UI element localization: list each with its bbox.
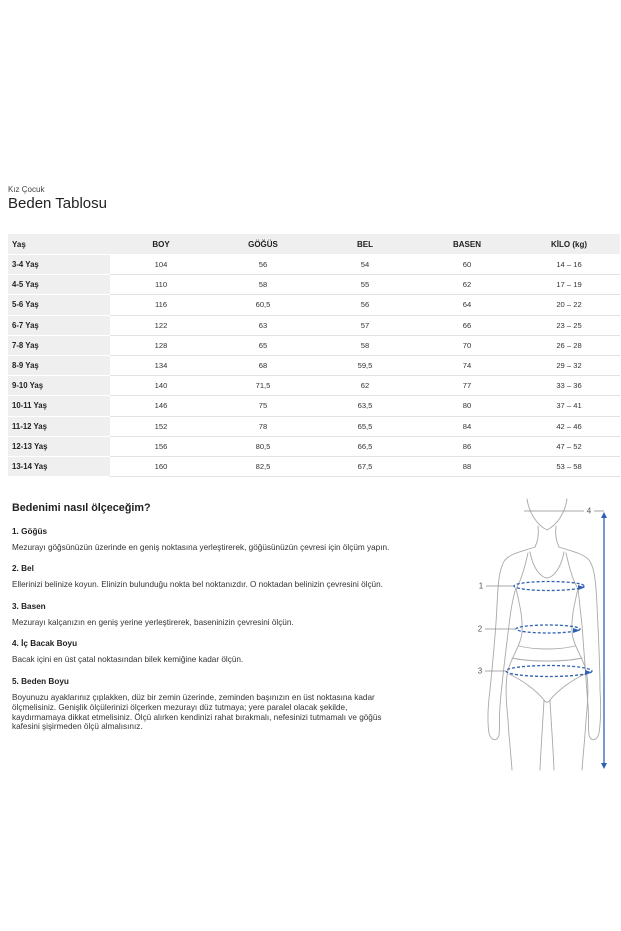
weight-cell: 37 – 41 bbox=[518, 396, 620, 416]
chest-cell: 58 bbox=[212, 275, 314, 295]
category-label: Kız Çocuk bbox=[8, 185, 45, 194]
step-text-inseam: Bacak içini en üst çatal noktasından bilek kemiğine kadar ölçün. bbox=[12, 655, 244, 665]
body-measurement-diagram bbox=[460, 495, 621, 785]
step-text-body-height: Boyunuzu ayaklarınız çıplakken, düz bir zemin üzerinde, zeminden başınızın en üst noktasına kadar ölçmelisiniz. Genişlik ölçülerinizi ölçerken mezurayı düz tutmaya; yere paralel olacak şekilde, kaydırmamaya dikkat etmelisiniz. Ölçü alırken kendinizi rahat bırakmalı, nefesinizi tutmamalı ve göğüs kafesini şişirmeden ölçü almalısınız. bbox=[12, 692, 382, 732]
height-cell: 134 bbox=[110, 356, 212, 376]
chest-cell: 63 bbox=[212, 316, 314, 336]
chest-cell: 82,5 bbox=[212, 457, 314, 477]
table-row bbox=[8, 417, 620, 437]
weight-cell: 42 – 46 bbox=[518, 417, 620, 437]
table-row bbox=[8, 275, 620, 295]
height-cell: 156 bbox=[110, 437, 212, 457]
waist-cell: 54 bbox=[314, 255, 416, 275]
hip-cell: 84 bbox=[416, 417, 518, 437]
left-inner-leg-outline bbox=[540, 700, 544, 770]
arrow-up-icon bbox=[601, 512, 607, 518]
hip-arrow-icon bbox=[585, 670, 592, 675]
chest-marker-label: 1 bbox=[478, 581, 484, 591]
height-cell: 128 bbox=[110, 336, 212, 356]
neck-right-outline bbox=[556, 526, 559, 547]
age-cell: 10-11 Yaş bbox=[8, 396, 110, 416]
hip-marker-label: 3 bbox=[477, 666, 483, 676]
column-header-weight: KİLO (kg) bbox=[518, 234, 620, 255]
hip-cell: 80 bbox=[416, 396, 518, 416]
height-cell: 140 bbox=[110, 376, 212, 396]
age-cell: 6-7 Yaş bbox=[8, 316, 110, 336]
step-heading-inseam: 4. İç Bacak Boyu bbox=[12, 639, 78, 649]
weight-cell: 20 – 22 bbox=[518, 295, 620, 315]
age-cell: 12-13 Yaş bbox=[8, 437, 110, 457]
body-height-measurement bbox=[524, 507, 607, 770]
waist-cell: 65,5 bbox=[314, 417, 416, 437]
underwear-waistband bbox=[512, 658, 582, 661]
waist-measure-loop bbox=[516, 625, 580, 633]
weight-cell: 47 – 52 bbox=[518, 437, 620, 457]
weight-cell: 33 – 36 bbox=[518, 376, 620, 396]
age-cell: 11-12 Yaş bbox=[8, 417, 110, 437]
chest-cell: 56 bbox=[212, 255, 314, 275]
right-torso-outline bbox=[572, 588, 588, 770]
arrow-down-icon bbox=[601, 763, 607, 769]
height-cell: 110 bbox=[110, 275, 212, 295]
weight-cell: 23 – 25 bbox=[518, 316, 620, 336]
chest-cell: 78 bbox=[212, 417, 314, 437]
table-row bbox=[8, 457, 620, 477]
weight-cell: 53 – 58 bbox=[518, 457, 620, 477]
chest-cell: 68 bbox=[212, 356, 314, 376]
hip-cell: 77 bbox=[416, 376, 518, 396]
page-title: Beden Tablosu bbox=[8, 195, 107, 212]
waist-arrow-icon bbox=[573, 628, 580, 633]
age-cell: 7-8 Yaş bbox=[8, 336, 110, 356]
hip-cell: 60 bbox=[416, 255, 518, 275]
chest-cell: 65 bbox=[212, 336, 314, 356]
height-cell: 152 bbox=[110, 417, 212, 437]
step-heading-waist: 2. Bel bbox=[12, 564, 34, 574]
hip-cell: 86 bbox=[416, 437, 518, 457]
column-header-hip: BASEN bbox=[416, 234, 518, 255]
step-heading-hip: 3. Basen bbox=[12, 601, 46, 611]
height-cell: 146 bbox=[110, 396, 212, 416]
age-cell: 9-10 Yaş bbox=[8, 376, 110, 396]
table-row bbox=[8, 437, 620, 457]
tank-left-armhole bbox=[517, 553, 528, 587]
weight-cell: 17 – 19 bbox=[518, 275, 620, 295]
tank-neckline bbox=[530, 552, 564, 578]
age-cell: 3-4 Yaş bbox=[8, 255, 110, 275]
table-row bbox=[8, 396, 620, 416]
age-cell: 5-6 Yaş bbox=[8, 295, 110, 315]
right-inner-leg-outline bbox=[550, 700, 554, 770]
chest-cell: 71,5 bbox=[212, 376, 314, 396]
body-height-marker-label: 4 bbox=[586, 506, 592, 516]
step-heading-body-height: 5. Beden Boyu bbox=[12, 676, 69, 686]
hip-cell: 62 bbox=[416, 275, 518, 295]
hip-cell: 88 bbox=[416, 457, 518, 477]
table-row bbox=[8, 356, 620, 376]
hip-cell: 70 bbox=[416, 336, 518, 356]
right-arm-outline bbox=[559, 547, 601, 740]
weight-cell: 14 – 16 bbox=[518, 255, 620, 275]
table-row bbox=[8, 376, 620, 396]
hip-cell: 66 bbox=[416, 316, 518, 336]
waist-cell: 57 bbox=[314, 316, 416, 336]
height-cell: 160 bbox=[110, 457, 212, 477]
column-header-waist: BEL bbox=[314, 234, 416, 255]
weight-cell: 26 – 28 bbox=[518, 336, 620, 356]
measurement-guide bbox=[12, 501, 412, 744]
step-text-hip: Mezurayı kalçanızın en geniş yerine yerleştirerek, baseninizin çevresini ölçün. bbox=[12, 617, 294, 627]
height-cell: 116 bbox=[110, 295, 212, 315]
guide-title: Bedenimi nasıl ölçeceğim? bbox=[12, 502, 151, 514]
waist-cell: 63,5 bbox=[314, 396, 416, 416]
column-header-height: BOY bbox=[110, 234, 212, 255]
waist-cell: 66,5 bbox=[314, 437, 416, 457]
hip-measurement bbox=[478, 666, 592, 677]
chest-measurement bbox=[479, 582, 585, 591]
waist-cell: 67,5 bbox=[314, 457, 416, 477]
waist-cell: 62 bbox=[314, 376, 416, 396]
left-torso-outline bbox=[506, 588, 522, 770]
column-header-chest: GÖĞÜS bbox=[212, 234, 314, 255]
underwear-left-leg-opening bbox=[509, 674, 544, 700]
chest-cell: 80,5 bbox=[212, 437, 314, 457]
waist-cell: 55 bbox=[314, 275, 416, 295]
waist-cell: 56 bbox=[314, 295, 416, 315]
chest-measure-loop bbox=[514, 582, 584, 591]
age-cell: 4-5 Yaş bbox=[8, 275, 110, 295]
height-cell: 104 bbox=[110, 255, 212, 275]
crotch-outline bbox=[544, 700, 550, 702]
waist-marker-label: 2 bbox=[477, 624, 483, 634]
column-header-age: Yaş bbox=[8, 234, 110, 255]
chest-cell: 75 bbox=[212, 396, 314, 416]
step-text-chest: Mezurayı göğsünüzün üzerinde en geniş noktasına yerleştirerek, göğüsünüzün çevresi için ölçüm yapın. bbox=[12, 543, 390, 552]
hip-cell: 64 bbox=[416, 295, 518, 315]
chest-cell: 60,5 bbox=[212, 295, 314, 315]
weight-cell: 29 – 32 bbox=[518, 356, 620, 376]
table-row bbox=[8, 255, 620, 275]
body-outline bbox=[488, 499, 601, 770]
table-row bbox=[8, 295, 620, 315]
size-table bbox=[8, 234, 620, 477]
chin-outline bbox=[527, 499, 567, 530]
height-cell: 122 bbox=[110, 316, 212, 336]
age-cell: 13-14 Yaş bbox=[8, 457, 110, 477]
tank-hem bbox=[519, 646, 575, 649]
hip-measure-loop bbox=[506, 666, 592, 677]
table-row bbox=[8, 316, 620, 336]
waist-measurement bbox=[478, 625, 580, 634]
underwear-right-leg-opening bbox=[550, 674, 585, 700]
table-row bbox=[8, 336, 620, 356]
waist-cell: 58 bbox=[314, 336, 416, 356]
step-heading-chest: 1. Göğüs bbox=[12, 527, 48, 536]
step-text-waist: Ellerinizi belinize koyun. Elinizin bulunduğu nokta bel noktanızdır. O noktadan belinizin çevresini ölçün. bbox=[12, 580, 383, 590]
left-arm-outline bbox=[488, 547, 535, 740]
neck-left-outline bbox=[535, 526, 538, 547]
age-cell: 8-9 Yaş bbox=[8, 356, 110, 376]
waist-cell: 59,5 bbox=[314, 356, 416, 376]
hip-cell: 74 bbox=[416, 356, 518, 376]
table-header-row bbox=[8, 234, 620, 255]
